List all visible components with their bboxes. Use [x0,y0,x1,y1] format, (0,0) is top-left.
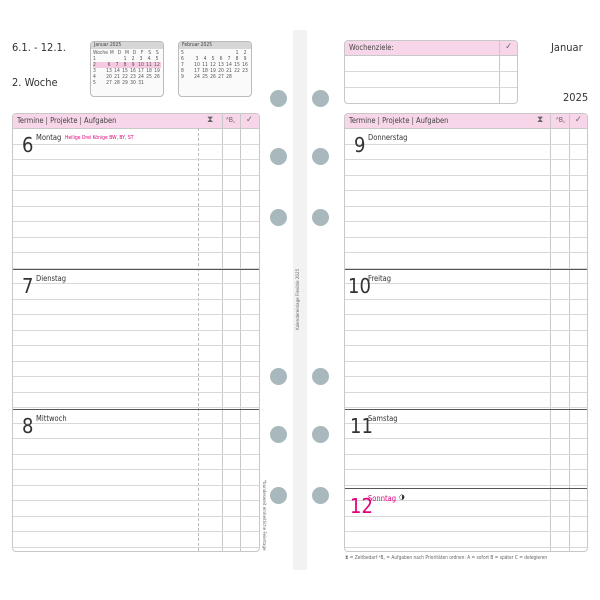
mini-calendar-cell: 30 [130,80,136,86]
mini-calendar-cell: 17 [138,68,144,74]
mini-calendar-cell: D [132,50,137,56]
footer-legend: ⧗ = Zeitbedarf ᴬB꜀ = Aufgaben nach Prioritäten ordnen: A = sofort B = später C = delegieren [345,556,548,561]
mini-calendar-cell: 23 [242,68,248,74]
mini-calendar-cell: 9 [243,56,247,62]
mini-calendar-cell: 10 [138,62,144,68]
mini-calendar-cell: 11 [146,62,152,68]
mini-calendar-cell: 13 [106,68,112,74]
mini-calendar-cell: 5 [155,56,159,62]
mini-calendar-february [178,41,252,97]
day-number: 7 [22,274,34,298]
mini-calendar-cell: 5 [211,56,215,62]
week-range: 6.1. - 12.1. [12,41,66,54]
day-name: Donnerstag [368,133,408,142]
mini-calendar-cell: 24 [194,74,200,80]
mini-calendar-cell: 28 [114,80,120,86]
mini-calendar-cell: 29 [122,80,128,86]
month-label: Januar [551,41,583,54]
mini-calendar-cell: 2 [131,56,135,62]
day-number: 9 [354,133,366,157]
mini-calendar-cell: 8 [123,62,127,68]
day-name: Mittwoch [36,414,67,423]
mini-calendar-title: Januar 2025 [91,42,163,49]
weekly-goals-label: Wochenziele: [349,43,394,52]
mini-calendar-title: Februar 2025 [179,42,251,49]
moon-phase-icon: ◑ [399,493,405,501]
day-number: 8 [22,414,34,438]
mini-calendar-cell: 1 [93,56,96,62]
mini-calendar-cell: 6 [107,62,111,68]
mini-calendar-cell: 9 [181,74,184,80]
mini-calendar-cell: 7 [115,62,119,68]
binder-hole [270,209,287,226]
weekly-goals-box [344,40,518,104]
binder-hole [270,90,287,107]
mini-calendar-cell: 3 [139,56,143,62]
day-name: Samstag [368,414,398,423]
mini-calendar-cell [153,80,161,86]
mini-calendar-cell: 21 [114,74,120,80]
mini-calendar-cell [145,80,153,86]
mini-calendar-cell: 20 [106,74,112,80]
mini-calendar-january [90,41,164,97]
mini-calendar-cell: 2 [93,62,96,68]
mini-calendar-cell: 24 [138,74,144,80]
check-icon: ✓ [505,42,512,52]
mini-calendar-cell [233,74,241,80]
mini-calendar-cell: S [155,50,159,56]
mini-calendar-cell: 21 [226,68,232,74]
mini-calendar-grid [93,50,161,86]
side-note: *bundesweit einheitliche Feiertage [261,480,266,551]
mini-calendar-cell: 28 [226,74,232,80]
day-name: Freitag [368,274,392,283]
mini-calendar-cell: M [125,50,129,56]
mini-calendar-cell: 23 [130,74,136,80]
mini-calendar-cell: 22 [234,68,240,74]
mini-calendar-cell: 19 [210,68,216,74]
mini-calendar-cell: 15 [234,62,240,68]
binder-hole [270,368,287,385]
mini-calendar-cell: 7 [181,62,184,68]
day-name-sunday: Sonntag [368,494,397,503]
mini-calendar-cell: 5 [181,50,184,56]
mini-calendar-grid [181,50,249,80]
hourglass-icon: ⧗ [207,115,214,125]
mini-calendar-cell: 8 [235,56,239,62]
day-number: 11 [350,414,373,438]
hourglass-icon: ⧗ [537,115,544,125]
binder-hole [312,209,329,226]
day-name: Dienstag [36,274,67,283]
binder-hole [270,426,287,443]
mini-calendar-cell: 22 [122,74,128,80]
mini-calendar-cell: 18 [146,68,152,74]
mini-calendar-cell: 31 [138,80,144,86]
mini-calendar-cell: M [109,50,114,56]
day-panel-left [12,113,260,552]
mini-calendar-cell: 15 [122,68,128,74]
mini-calendar-cell: 18 [202,68,208,74]
check-icon: ✓ [575,115,582,125]
mini-calendar-cell: 8 [181,68,184,74]
year-label: 2025 [563,91,589,104]
mini-calendar-cell: 6 [219,56,223,62]
binder-hole [312,426,329,443]
week-number: 2. Woche [12,76,58,89]
mini-calendar-cell: 3 [93,68,96,74]
mini-calendar-cell: 26 [154,74,160,80]
mini-calendar-cell: S [148,50,152,56]
mini-calendar-cell: 3 [195,56,199,62]
mini-calendar-cell: 4 [203,56,207,62]
mini-calendar-cell: 26 [210,74,216,80]
mini-calendar-cell: 27 [218,74,224,80]
mini-calendar-cell: 11 [202,62,208,68]
mini-calendar-cell: 16 [242,62,248,68]
mini-calendar-cell: 16 [130,68,136,74]
mini-calendar-cell: 1 [123,56,127,62]
mini-calendar-cell: 4 [147,56,151,62]
holiday-note: Heilige Drei Könige BW, BY, ST [65,135,134,141]
mini-calendar-row [93,80,161,86]
day-name: Montag [36,133,62,142]
binder-hole [312,487,329,504]
day-number: 6 [22,133,34,157]
check-icon: ✓ [246,115,253,125]
mini-calendar-cell: 25 [146,74,152,80]
day-panel-right [344,113,588,552]
mini-calendar-cell: 17 [194,68,200,74]
day-number: 10 [348,274,371,298]
mini-calendar-cell: 4 [93,74,96,80]
mini-calendar-cell: 25 [202,74,208,80]
binder-hole [312,368,329,385]
mini-calendar-cell: 6 [181,56,184,62]
binder-hole [312,90,329,107]
mini-calendar-cell: F [140,50,144,56]
panel-header-label: Termine | Projekte | Aufgaben [17,116,117,125]
priority-abc-icon: ᴬB꜀ [556,116,566,124]
binder-hole [270,148,287,165]
mini-calendar-cell: 27 [106,80,112,86]
mini-calendar-cell: Woche [93,50,108,56]
day-number-sunday: 12 [350,494,373,518]
mini-calendar-cell: 12 [154,62,160,68]
priority-abc-icon: ᴬB꜀ [226,116,236,124]
mini-calendar-cell: 2 [243,50,247,56]
binder-hole [270,487,287,504]
panel-header-label: Termine | Projekte | Aufgaben [349,116,449,125]
mini-calendar-cell: 12 [210,62,216,68]
mini-calendar-cell: 19 [154,68,160,74]
mini-calendar-row [181,74,249,80]
mini-calendar-cell: 9 [131,62,135,68]
binder-hole [312,148,329,165]
mini-calendar-cell: 5 [93,80,96,86]
mini-calendar-cell: 14 [114,68,120,74]
mini-calendar-cell [241,74,249,80]
mini-calendar-cell: 20 [218,68,224,74]
mini-calendar-cell: 10 [194,62,200,68]
mini-calendar-cell: 7 [227,56,231,62]
mini-calendar-cell: 13 [218,62,224,68]
mini-calendar-cell: 1 [235,50,239,56]
mini-calendar-cell: 14 [226,62,232,68]
spine-text: Kalendereinlage Flexible 2025 [296,268,301,330]
mini-calendar-cell: D [117,50,122,56]
